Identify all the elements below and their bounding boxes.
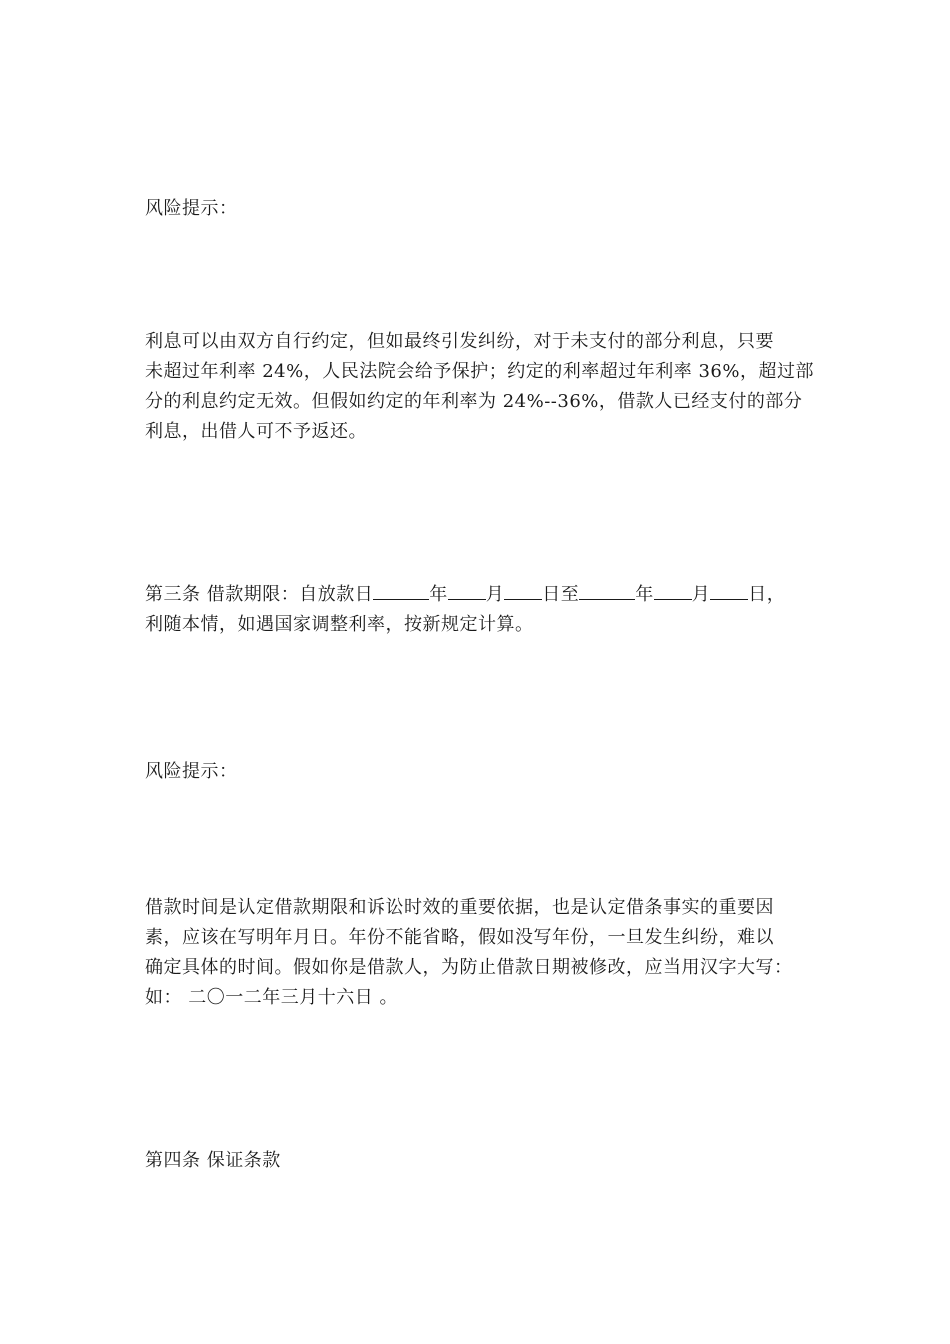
risk-note-1-body <box>145 327 814 447</box>
article-4-heading: 第四条 保证条款 <box>145 1150 281 1171</box>
risk-note-2-body <box>145 893 810 1013</box>
risk-note-2-heading: 风险提示： <box>145 761 238 782</box>
paragraph-line: 确定具体的时间。假如你是借款人，为防止借款日期被修改，应当用汉字大写： <box>145 957 793 978</box>
blank-month-end <box>654 581 692 600</box>
paragraph-line: 利息，出借人可不予返还。 <box>145 421 367 442</box>
blank-day-start <box>504 581 542 600</box>
paragraph-line: 借款时间是认定借款期限和诉讼时效的重要依据，也是认定借条事实的重要因 <box>145 897 774 918</box>
blank-year-end <box>579 581 635 600</box>
blank-day-end <box>710 581 748 600</box>
paragraph-line: 未超过年利率 24%，人民法院会给予保护；约定的利率超过年利率 36%，超过部 <box>145 361 814 382</box>
paragraph-line: 素，应该在写明年月日。年份不能省略，假如没写年份，一旦发生纠纷，难以 <box>145 927 774 948</box>
article-3-line-1: 第三条 借款期限：自放款日 年 月 日至 年 月 日， <box>145 580 810 610</box>
article-3 <box>145 580 810 640</box>
article-3-prefix: 第三条 借款期限：自放款日 <box>145 584 374 605</box>
blank-month-start <box>448 581 486 600</box>
blank-year-start <box>373 581 429 600</box>
article-3-line-2: 利随本情，如遇国家调整利率，按新规定计算。 <box>145 614 534 635</box>
paragraph-line: 如： 二〇一二年三月十六日 。 <box>145 987 398 1008</box>
paragraph-line: 分的利息约定无效。但假如约定的年利率为 24%--36%，借款人已经支付的部分 <box>145 391 803 412</box>
risk-note-1-heading: 风险提示： <box>145 198 238 219</box>
paragraph-line: 利息可以由双方自行约定，但如最终引发纠纷，对于未支付的部分利息，只要 <box>145 331 774 352</box>
